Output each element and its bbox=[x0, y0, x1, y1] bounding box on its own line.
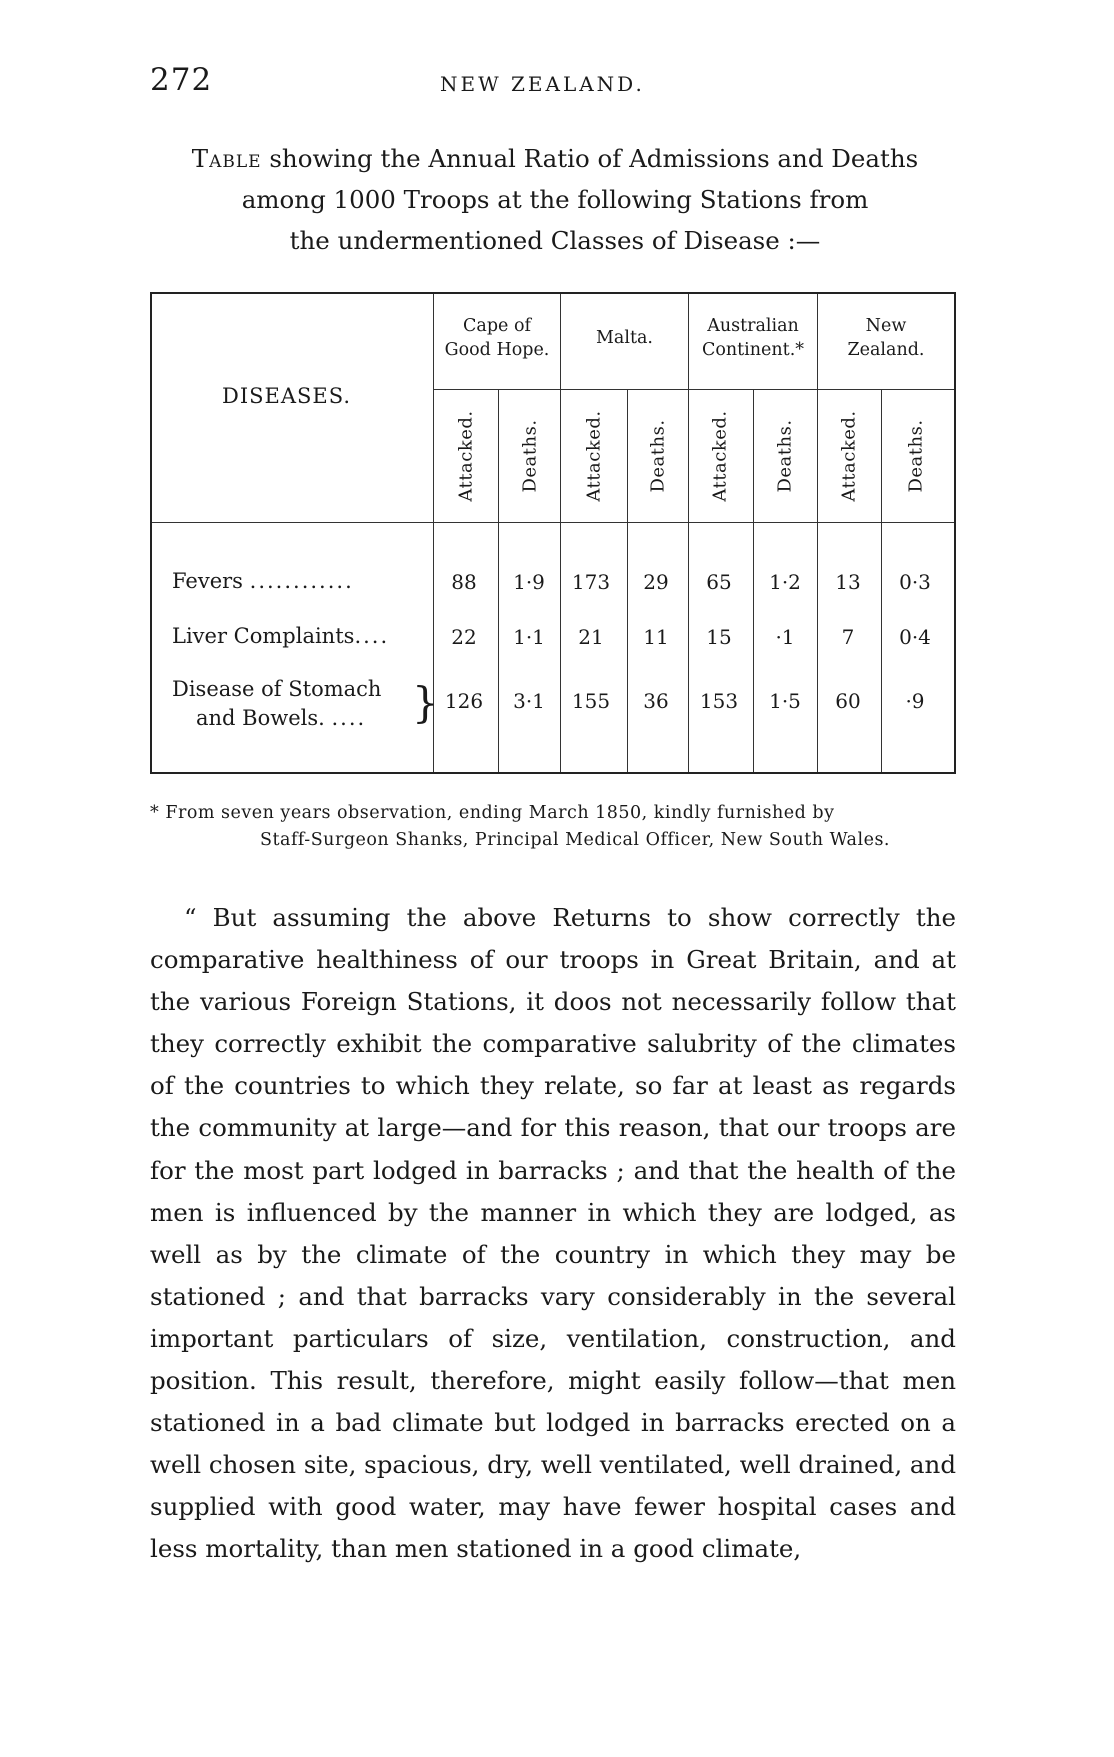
row-label-liver-complaints: Liver Complaints.... bbox=[172, 624, 390, 648]
row-label-stomach-bowels-cont: and Bowels. .... bbox=[196, 706, 367, 730]
col-nz-deaths: Deaths. bbox=[905, 419, 927, 493]
table-cell: 13 bbox=[835, 570, 861, 594]
table-cell: 22 bbox=[451, 625, 477, 649]
caption-line-3: the undermentioned Classes of Disease :— bbox=[289, 226, 821, 255]
col-nz-attacked: Attacked. bbox=[838, 410, 860, 502]
table-cell: 60 bbox=[835, 689, 861, 713]
table-cell: ·9 bbox=[905, 689, 925, 713]
table-cell: 1·9 bbox=[513, 570, 545, 594]
footnote bbox=[150, 800, 960, 854]
row-header: DISEASES. bbox=[222, 384, 352, 408]
row-label-fevers: Fevers ............ bbox=[172, 569, 354, 593]
caption-line-1: showing the Annual Ratio of Admissions and Deaths bbox=[269, 144, 919, 173]
table-cell: 11 bbox=[643, 625, 669, 649]
col-malta-deaths: Deaths. bbox=[647, 419, 669, 493]
table-cell: 36 bbox=[643, 689, 669, 713]
table-cell: 0·3 bbox=[899, 570, 931, 594]
table-cell: 1·5 bbox=[769, 689, 801, 713]
table-cell: 155 bbox=[571, 689, 611, 713]
table-cell: 88 bbox=[451, 570, 477, 594]
table-cell: 0·4 bbox=[899, 625, 931, 649]
body-paragraph: “ But assuming the above Returns to show correctly the comparative healthiness of our troops in Great Britain, and at the various Foreign Stations, it doos not necessarily follow that they correctly exhibit the comparative salubrity of the climates of the countries to which they relate, so far at least as regards the community at large—and for this reason, that our troops are for the most part lodged in barracks ; and that the health of the men is influenced by the manner in which they are lodged, as well as by the climate of the country in which they may be stationed ; and that barracks vary considerably in the several important particulars of size, ventilation, construction, and position. This result, therefore, might easily follow—that men stationed in a bad climate but lodged in barracks erected on a well chosen site, spacious, dry, well ventilated, well drained, and supplied with good water, may have fewer hospital cases and less mortality, than men stationed in a good climate, bbox=[150, 903, 956, 1564]
caption-lead: Table bbox=[191, 144, 262, 173]
table-cell: 1·2 bbox=[769, 570, 801, 594]
table-cell: 15 bbox=[706, 625, 732, 649]
footnote-line-2: Staff-Surgeon Shanks, Principal Medical Officer, New South Wales. bbox=[260, 830, 890, 850]
station-malta: Malta. bbox=[596, 328, 653, 348]
table-cell: ·1 bbox=[775, 625, 795, 649]
body-text bbox=[150, 897, 956, 1571]
station-new-zealand: New Zealand. bbox=[847, 316, 925, 360]
col-australia-attacked: Attacked. bbox=[709, 410, 731, 502]
page-number: 272 bbox=[150, 62, 213, 98]
table-cell: 29 bbox=[643, 570, 669, 594]
running-head: NEW ZEALAND. bbox=[440, 72, 645, 96]
table-cell: 7 bbox=[841, 625, 855, 649]
col-cape-deaths: Deaths. bbox=[519, 419, 541, 493]
col-australia-deaths: Deaths. bbox=[774, 419, 796, 493]
table-cell: 173 bbox=[571, 570, 611, 594]
footnote-line-1: * From seven years observation, ending March 1850, kindly furnished by bbox=[150, 803, 835, 823]
table-cell: 126 bbox=[444, 689, 484, 713]
station-australian-continent: Australian Continent.* bbox=[701, 316, 805, 360]
table-cell: 1·1 bbox=[513, 625, 545, 649]
disease-table bbox=[150, 292, 956, 774]
row-brace: } bbox=[412, 678, 439, 727]
col-cape-attacked: Attacked. bbox=[455, 410, 477, 502]
table-caption bbox=[150, 138, 960, 261]
page-header bbox=[150, 62, 960, 102]
table-cell: 153 bbox=[699, 689, 739, 713]
col-malta-attacked: Attacked. bbox=[583, 410, 605, 502]
table-cell: 65 bbox=[706, 570, 732, 594]
table-cell: 3·1 bbox=[513, 689, 545, 713]
row-label-stomach-bowels: Disease of Stomach bbox=[172, 677, 382, 701]
table-cell: 21 bbox=[578, 625, 604, 649]
station-cape-of-good-hope: Cape of Good Hope. bbox=[444, 316, 550, 360]
caption-line-2: among 1000 Troops at the following Stations from bbox=[241, 185, 869, 214]
